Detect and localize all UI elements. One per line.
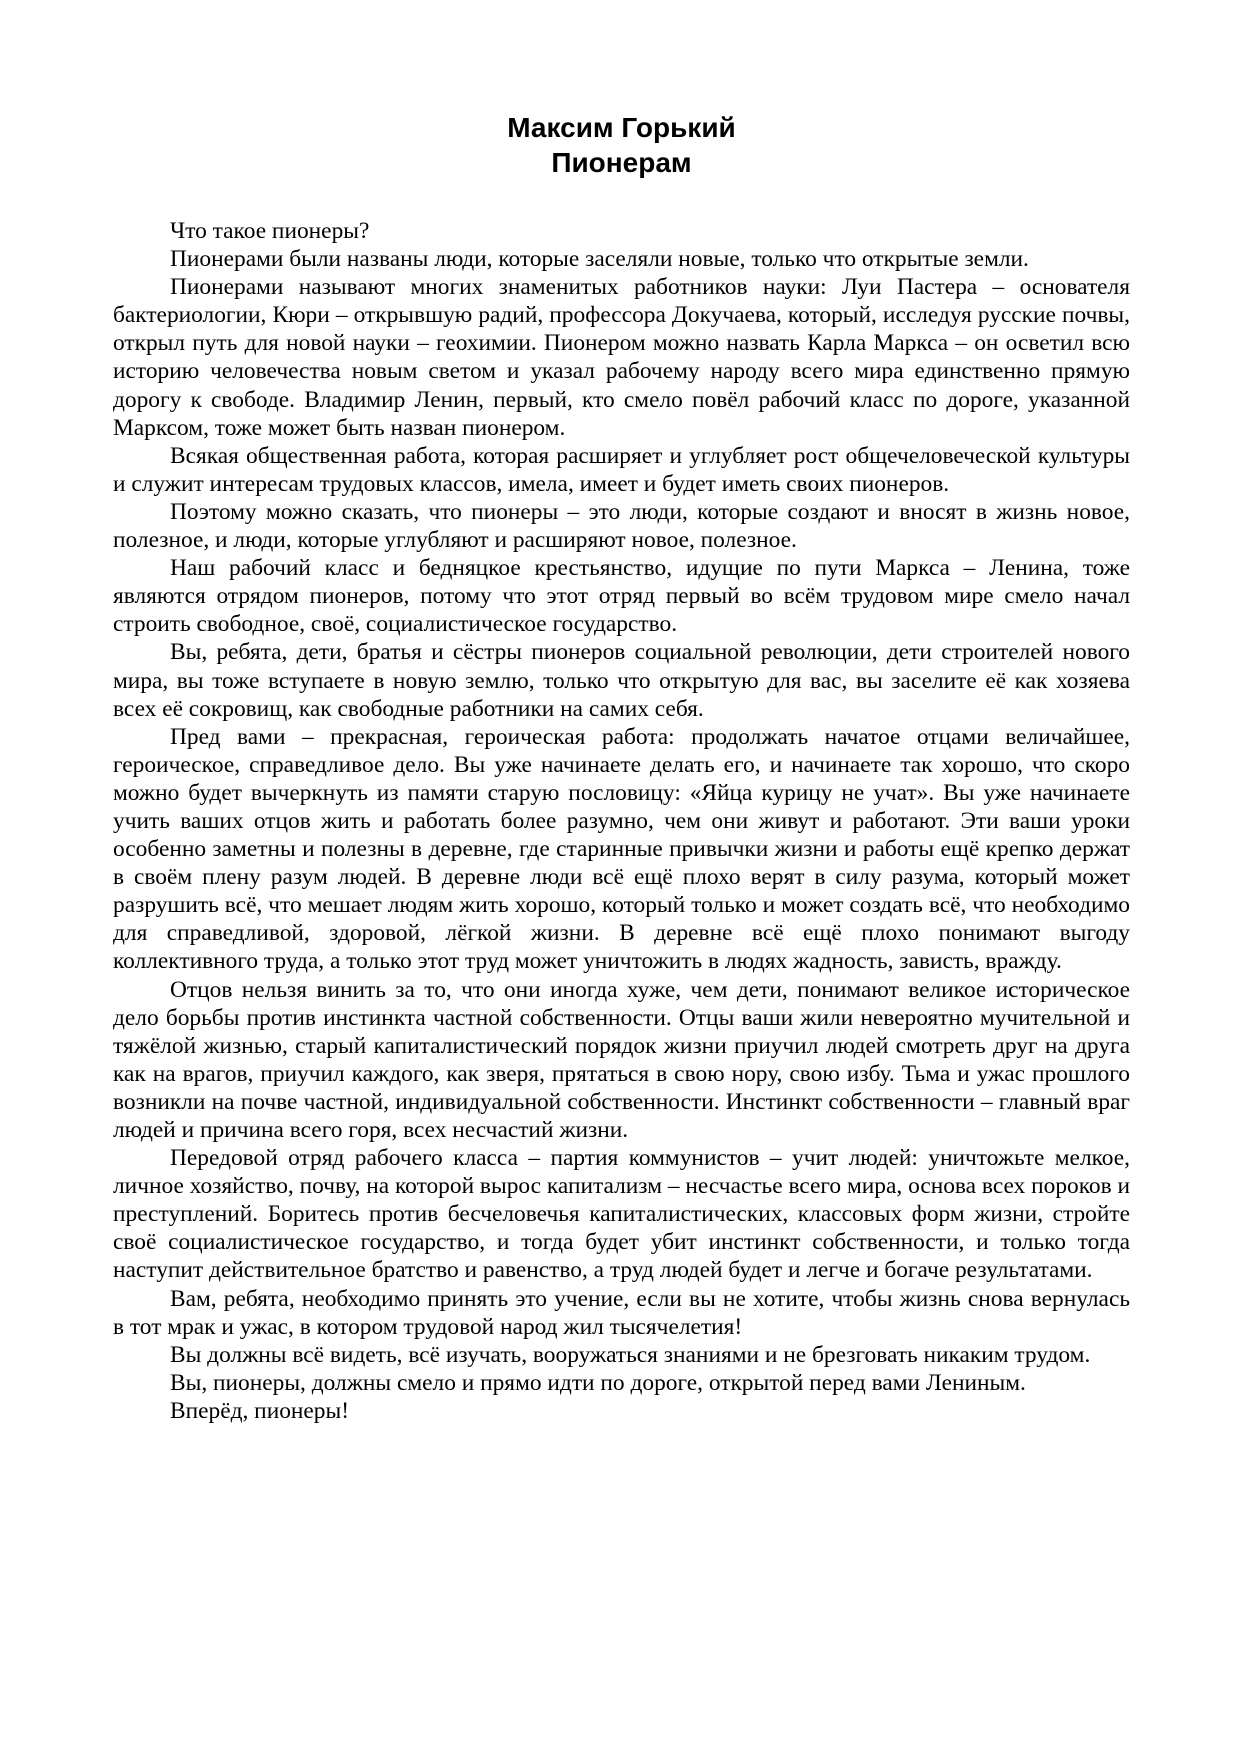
paragraph: Отцов нельзя винить за то, что они иногда хуже, чем дети, понимают великое историческое дело борьбы против инстинкта частной собственности. Отцы ваши жили невероятно мучительной и тяжёлой жизнью, старый капиталистический порядок жизни приучил людей смотреть друг на друга как на врагов, приучил каждого, как зверя, прятаться в свою нору, свою избу. Тьма и ужас прошлого возникли на почве частной, индивидуальной собственности. Инстинкт собственности – главный враг людей и причина всего горя, всех несчастий жизни. (113, 976, 1130, 1143)
document-heading (113, 110, 1130, 180)
paragraph: Поэтому можно сказать, что пионеры – это люди, которые создают и вносят в жизнь новое, полезное, и люди, которые углубляют и расширяют новое, полезное. (113, 498, 1130, 554)
paragraph: Вперёд, пионеры! (170, 1397, 350, 1424)
author-name: Максим Горький (507, 112, 736, 143)
paragraph: Вам, ребята, необходимо принять это учение, если вы не хотите, чтобы жизнь снова вернулась в тот мрак и ужас, в котором трудовой народ жил тысячелетия! (113, 1285, 1130, 1340)
paragraph: Пионерами называют многих знаменитых работников науки: Луи Пастера – основателя бактериологии, Кюри – открывшую радий, профессора Докучаева, который, исследуя русские почвы, открыл путь для новой науки – геохимии. Пионером можно назвать Карла Маркса – он осветил всю историю человечества новым светом и указал рабочему народу всего мира единственно прямую дорогу к свободе. Владимир Ленин, первый, кто смело повёл рабочий класс по дороге, указанной Марксом, тоже может быть назван пионером. (113, 274, 1130, 441)
paragraph: Наш рабочий класс и бедняцкое крестьянство, идущие по пути Маркса – Ленина, тоже являются отрядом пионеров, потому что этот отряд первый во всём трудовом мире смело начал строить свободное, своё, социалистическое государство. (113, 555, 1130, 638)
document-body (113, 217, 1130, 1425)
paragraph: Пред вами – прекрасная, героическая работа: продолжать начатое отцами величайшее, героическое, справедливое дело. Вы уже начинаете делать его, и начинаете так хорошо, что скоро можно будет вычеркнуть из памяти старую пословицу: «Яйца курицу не учат». Вы уже начинаете учить ваших отцов жить и работать более разумно, чем они живут и работают. Эти ваши уроки особенно заметны и полезны в деревне, где старинные привычки жизни и работы ещё крепко держат в своём плену разум людей. В деревне люди всё ещё плохо верят в силу разума, который может разрушить всё, что мешает людям жить хорошо, который только и может создать всё, что необходимо для справедливой, здоровой, лёгкой жизни. В деревне всё ещё плохо понимают выгоду коллективного труда, а только этот труд может уничтожить в людях жадность, зависть, вражду. (113, 723, 1130, 975)
paragraph: Вы должны всё видеть, всё изучать, вооружаться знаниями и не брезговать никаким трудом. (170, 1341, 1091, 1368)
paragraph: Всякая общественная работа, которая расширяет и углубляет рост общечеловеческой культуры и служит интересам трудовых классов, имела, имеет и будет иметь своих пионеров. (113, 442, 1130, 497)
document-title: Пионерам (551, 147, 692, 178)
paragraph: Вы, ребята, дети, братья и сёстры пионеров социальной революции, дети строителей нового мира, вы тоже вступаете в новую землю, только что открытую для вас, вы заселите её как хозяева всех её сокровищ, как свободные работники на самих себя. (113, 639, 1130, 722)
document-page (113, 110, 1130, 1425)
paragraph: Передовой отряд рабочего класса – партия коммунистов – учит людей: уничтожьте мелкое, личное хозяйство, почву, на которой вырос капитализм – несчастье всего мира, основа всех пороков и преступлений. Боритесь против бесчеловечья капиталистических, классовых форм жизни, стройте своё социалистическое государство, и тогда будет убит инстинкт собственности, и только тогда наступит действительное братство и равенство, а труд людей будет и легче и богаче результатами. (113, 1145, 1130, 1284)
paragraph: Что такое пионеры? (170, 218, 370, 244)
paragraph: Вы, пионеры, должны смело и прямо идти по дороге, открытой перед вами Лениным. (170, 1369, 1026, 1396)
paragraph: Пионерами были названы люди, которые заселяли новые, только что открытые земли. (170, 246, 1029, 273)
